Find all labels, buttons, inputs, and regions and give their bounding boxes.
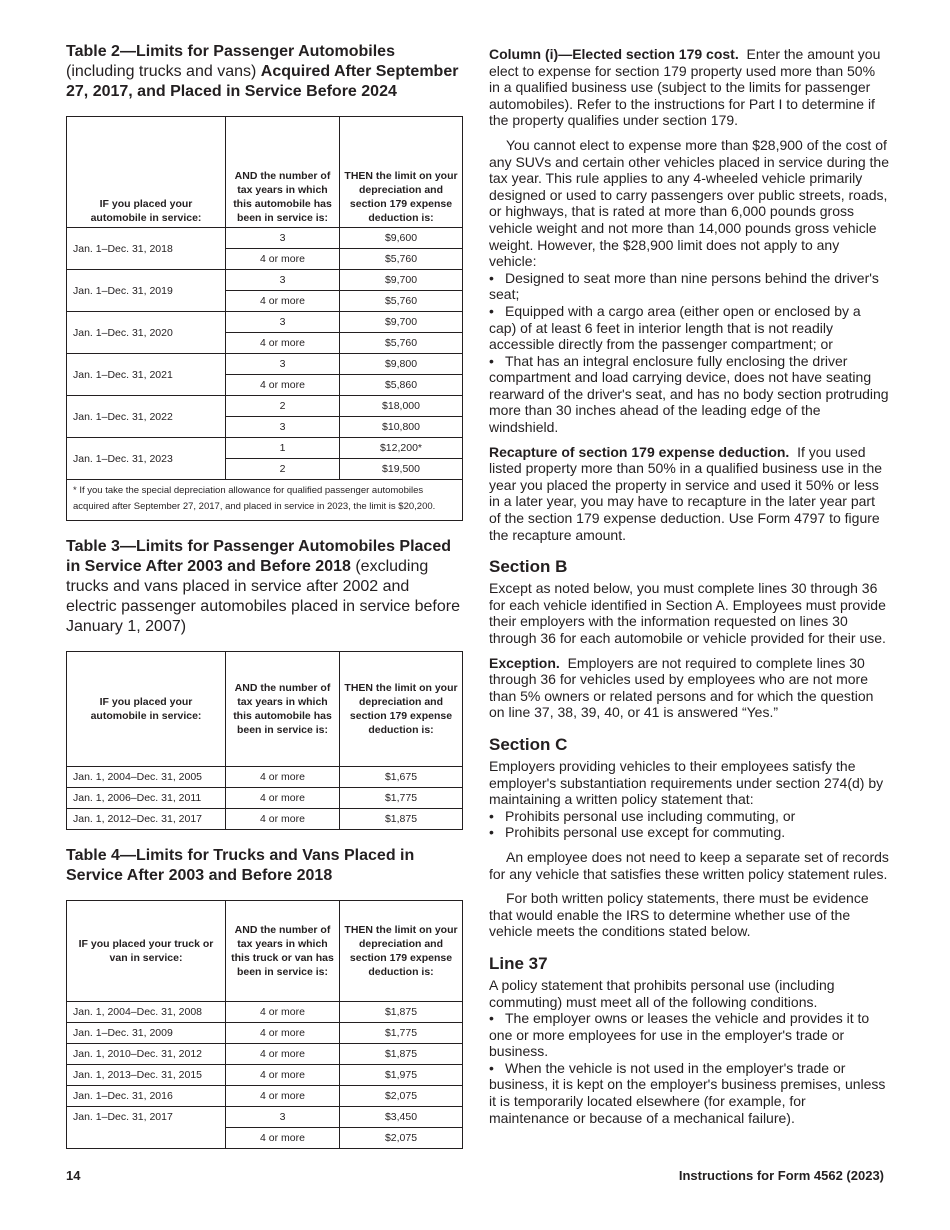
years-cell: 3: [226, 228, 340, 249]
table2-header-limit: THEN the limit on your depreciation and section 179 expense deduction is:: [340, 117, 463, 228]
bullet-icon: •: [489, 824, 494, 841]
table-row: [67, 1065, 463, 1086]
left-column: [66, 42, 462, 1165]
bullet-icon: •: [489, 807, 494, 824]
limit-cell: $10,800: [340, 417, 463, 438]
table3-header-years: AND the number of tax years in which this automobile has been in service is:: [226, 652, 340, 767]
recapture-paragraph: [489, 444, 889, 544]
table3-title-bold: Table 3—Limits for Passenger Automobiles Placed in Service After 2003 and Before 2018: [66, 538, 451, 575]
section-b-paragraph: Except as noted below, you must complete lines 30 through 36 for each vehicle identified in Section A. Employees must provide their employers with the information requested on lines 30 through 36 for each automobile or vehicle provided for their use.: [489, 580, 886, 646]
table4-header-row: [67, 901, 463, 1002]
list-item-text: The employer owns or leases the vehicle and provides it to one or more employees for use in the employer's trade or business.: [489, 1010, 870, 1060]
table-row: [67, 228, 463, 249]
table2-header-years: AND the number of tax years in which this automobile has been in service is:: [226, 117, 340, 228]
bullet-icon: •: [489, 269, 494, 286]
list-item: [489, 303, 889, 353]
date-cell: Jan. 1–Dec. 31, 2020: [67, 312, 226, 354]
list-item-text: Prohibits personal use except for commuting.: [505, 824, 786, 841]
limit-cell: $5,760: [340, 291, 463, 312]
table-row: [67, 270, 463, 291]
years-cell: 3: [226, 1107, 340, 1128]
limit-cell: $9,600: [340, 228, 463, 249]
limit-cell: $9,700: [340, 312, 463, 333]
list-item-text: Equipped with a cargo area (either open or enclosed by a cap) of at least 6 feet in interior length that is not readily accessible directly from the passenger compartment; or: [489, 302, 861, 353]
list-item-text: Designed to seat more than nine persons behind the driver's seat;: [489, 269, 879, 303]
years-cell: 4 or more: [226, 788, 340, 809]
limit-cell: $1,875: [340, 1044, 463, 1065]
exception-paragraph: [489, 655, 889, 721]
limit-cell: $19,500: [340, 459, 463, 480]
table3-header-limit: THEN the limit on your depreciation and section 179 expense deduction is:: [340, 652, 463, 767]
years-cell: 4 or more: [226, 1065, 340, 1086]
years-cell: 4 or more: [226, 809, 340, 830]
years-cell: 3: [226, 417, 340, 438]
table2-header-date: IF you placed your automobile in service:: [67, 117, 226, 228]
list-item-text: Prohibits personal use including commuting, or: [505, 807, 796, 824]
date-cell: Jan. 1–Dec. 31, 2016: [67, 1086, 226, 1107]
table2-title-bold-2: Acquired After September 27, 2017, and Placed in Service Before 2024: [66, 63, 459, 100]
table4-header-limit: THEN the limit on your depreciation and section 179 expense deduction is:: [340, 901, 463, 1002]
exception-text: Employers are not required to complete lines 30 through 36 for vehicles used by employees who are not more than 5% owners or related persons and for which the question on line 37, 38, 39, 40, or 41 is answered “Yes.”: [489, 654, 874, 721]
bullet-icon: •: [489, 302, 494, 319]
line-37-paragraph: A policy statement that prohibits personal use (including commuting) must meet all of the following conditions.: [489, 976, 835, 1010]
limit-cell: $1,875: [340, 809, 463, 830]
section-c-heading: Section C: [489, 734, 568, 754]
limit-cell: $1,875: [340, 1002, 463, 1023]
table-row: [67, 788, 463, 809]
table-row: [67, 354, 463, 375]
table2: [66, 116, 463, 521]
years-cell: 3: [226, 270, 340, 291]
years-cell: 4 or more: [226, 1128, 340, 1149]
section-c-bullet-list: [489, 808, 889, 841]
table2-title: [66, 42, 462, 102]
limit-cell: $12,200*: [340, 438, 463, 459]
list-item-text: When the vehicle is not used in the employer's trade or business, it is kept on the employer's business premises, unless it is temporarily located elsewhere (for example, for maintenance or because of a mechanical failure).: [489, 1059, 886, 1126]
table3: [66, 651, 463, 830]
date-cell: Jan. 1, 2010–Dec. 31, 2012: [67, 1044, 226, 1065]
limit-cell: $2,075: [340, 1086, 463, 1107]
table4-header-years: AND the number of tax years in which this truck or van has been in service is:: [226, 901, 340, 1002]
section-c-paragraph: Employers providing vehicles to their employees satisfy the employer's substantiation requirements under section 274(d) by maintaining a written policy statement that:: [489, 757, 884, 808]
right-column: [489, 46, 889, 1126]
table-row: [67, 1002, 463, 1023]
date-cell: Jan. 1–Dec. 31, 2009: [67, 1023, 226, 1044]
table2-title-bold-1: Table 2—Limits for Passenger Automobiles: [66, 43, 395, 60]
limit-cell: $3,450: [340, 1107, 463, 1128]
years-cell: 4 or more: [226, 767, 340, 788]
table-row: [67, 312, 463, 333]
limit-cell: $1,775: [340, 1023, 463, 1044]
date-cell: Jan. 1–Dec. 31, 2022: [67, 396, 226, 438]
table-row: [67, 809, 463, 830]
years-cell: 2: [226, 459, 340, 480]
table-row: [67, 1086, 463, 1107]
limit-cell: $5,760: [340, 249, 463, 270]
years-cell: 2: [226, 396, 340, 417]
column-i-text: Enter the amount you elect to expense for section 179 property used more than 50% in a qualified business use (subject to the limits for passenger automobiles). Refer to the instructions for Part I to determine if the property qualifies under section 179.: [489, 46, 881, 129]
date-cell: Jan. 1–Dec. 31, 2023: [67, 438, 226, 480]
form-title-footer: Instructions for Form 4562 (2023): [678, 1168, 884, 1183]
list-item: [489, 808, 889, 825]
table-row: [67, 1044, 463, 1065]
suv-paragraph: You cannot elect to expense more than $28,900 of the cost of any SUVs and certain other vehicles placed in service during the tax year. This rule applies to any 4-wheeled vehicle primarily designed or used to carry passengers over public streets, roads, or highways, that is rated at more than 6,000 pounds gross vehicle weight and not more than 14,000 pounds gross vehicle weight. However, the $28,900 limit does not apply to any vehicle:: [489, 136, 889, 270]
column-i-paragraph: [489, 46, 889, 129]
section-c-paragraph-2: An employee does not need to keep a separate set of records for any vehicle that satisfies these written policy statement rules.: [489, 848, 889, 882]
limit-cell: $9,800: [340, 354, 463, 375]
bullet-icon: •: [489, 1059, 494, 1076]
table4-title: [66, 846, 462, 886]
date-cell: Jan. 1, 2013–Dec. 31, 2015: [67, 1065, 226, 1086]
years-cell: 4 or more: [226, 1002, 340, 1023]
table-row: [67, 396, 463, 417]
years-cell: 4 or more: [226, 333, 340, 354]
recapture-lead: Recapture of section 179 expense deduction.: [489, 443, 790, 460]
date-cell: Jan. 1–Dec. 31, 2019: [67, 270, 226, 312]
years-cell: 3: [226, 312, 340, 333]
table3-header-row: [67, 652, 463, 767]
line-37-bullet-list: [489, 1010, 889, 1126]
table4-header-date: IF you placed your truck or van in service:: [67, 901, 226, 1002]
section-c-paragraph-3: For both written policy statements, there must be evidence that would enable the IRS to determine whether use of the vehicle meets the conditions stated below.: [489, 890, 869, 940]
table3-title: [66, 537, 462, 637]
date-cell: Jan. 1–Dec. 31, 2017: [67, 1107, 226, 1149]
date-cell: Jan. 1, 2004–Dec. 31, 2008: [67, 1002, 226, 1023]
years-cell: 4 or more: [226, 291, 340, 312]
list-item: [489, 1060, 889, 1126]
list-item-text: That has an integral enclosure fully enclosing the driver compartment and load carrying device, does not have seating rearward of the driver's seat, and has no body section protruding more than 30 inches ahead of the leading edge of the windshield.: [489, 352, 889, 436]
years-cell: 3: [226, 354, 340, 375]
table2-footnote: * If you take the special depreciation allowance for qualified passenger automobiles acquired after September 27, 2017, and placed in service in 2023, the limit is $20,200.: [67, 480, 463, 521]
date-cell: Jan. 1–Dec. 31, 2021: [67, 354, 226, 396]
years-cell: 1: [226, 438, 340, 459]
table3-title-normal: (excluding trucks and vans placed in service after 2002 and electric passenger automobiles placed in service before January 1, 2007): [66, 558, 460, 635]
years-cell: 4 or more: [226, 1044, 340, 1065]
limit-cell: $5,860: [340, 375, 463, 396]
table3-header-date: IF you placed your automobile in service:: [67, 652, 226, 767]
limit-cell: $9,700: [340, 270, 463, 291]
date-cell: Jan. 1, 2006–Dec. 31, 2011: [67, 788, 226, 809]
limit-cell: $1,675: [340, 767, 463, 788]
limit-cell: $1,975: [340, 1065, 463, 1086]
table2-footnote-row: [67, 480, 463, 521]
table2-header-row: [67, 117, 463, 228]
table-row: [67, 767, 463, 788]
years-cell: 4 or more: [226, 375, 340, 396]
bullet-icon: •: [489, 1010, 494, 1027]
limit-cell: $5,760: [340, 333, 463, 354]
table2-title-normal: (including trucks and vans): [66, 63, 257, 80]
years-cell: 4 or more: [226, 249, 340, 270]
years-cell: 4 or more: [226, 1023, 340, 1044]
column-i-lead: Column (i)—Elected section 179 cost.: [489, 46, 739, 62]
limit-cell: $18,000: [340, 396, 463, 417]
table-row: [67, 1107, 463, 1128]
suv-bullet-list: [489, 270, 889, 436]
table-row: [67, 1023, 463, 1044]
list-item: [489, 1010, 889, 1060]
list-item: [489, 353, 889, 436]
list-item: [489, 824, 889, 841]
date-cell: Jan. 1, 2012–Dec. 31, 2017: [67, 809, 226, 830]
date-cell: Jan. 1, 2004–Dec. 31, 2005: [67, 767, 226, 788]
exception-lead: Exception.: [489, 654, 560, 671]
table-row: [67, 438, 463, 459]
limit-cell: $2,075: [340, 1128, 463, 1149]
date-cell: Jan. 1–Dec. 31, 2018: [67, 228, 226, 270]
table4-title-bold: Table 4—Limits for Trucks and Vans Placed in Service After 2003 and Before 2018: [66, 847, 415, 884]
bullet-icon: •: [489, 352, 494, 369]
list-item: [489, 270, 889, 303]
limit-cell: $1,775: [340, 788, 463, 809]
recapture-text: If you used listed property more than 50% in a qualified business use in the year you placed the property in service and used it 50% or less in a later year, you may have to recapture in the later year part of the section 179 expense deduction. Use Form 4797 to figure the recapture amount.: [489, 443, 883, 543]
page-number: 14: [66, 1168, 81, 1183]
table4: [66, 900, 463, 1149]
line-37-heading: Line 37: [489, 953, 548, 973]
section-b-heading: Section B: [489, 557, 568, 577]
years-cell: 4 or more: [226, 1086, 340, 1107]
